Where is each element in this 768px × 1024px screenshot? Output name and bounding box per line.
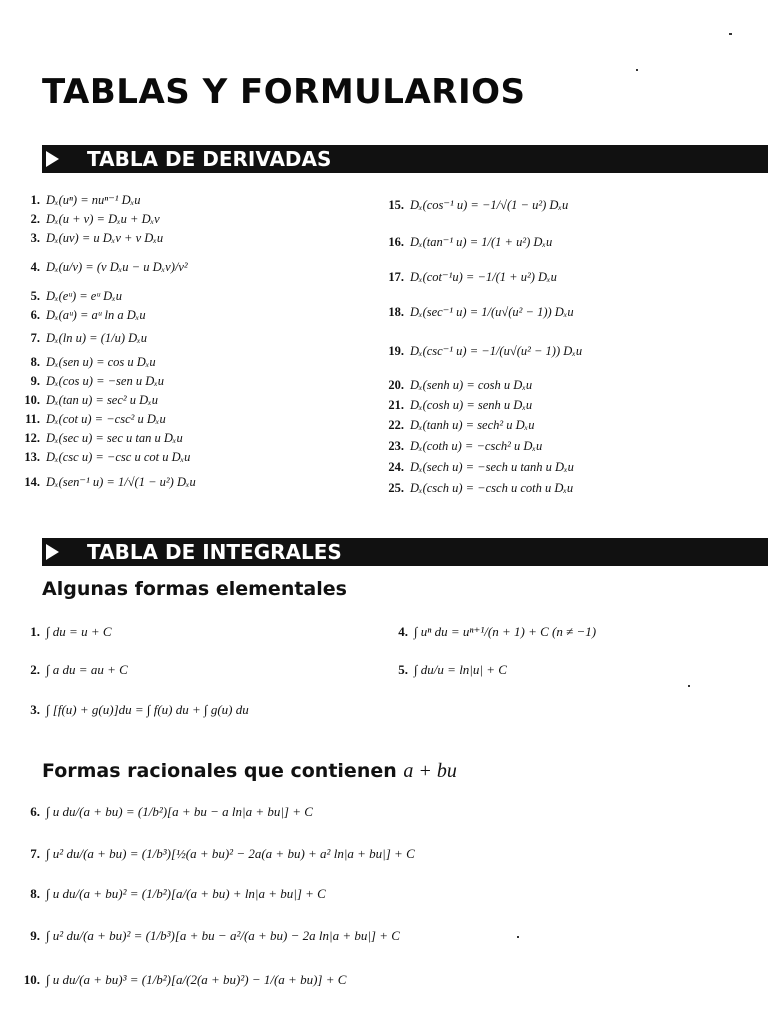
triangle-icon — [46, 544, 59, 560]
formula-derivada: 17. Dₓ(cot⁻¹u) = −1/(1 + u²) Dₓu — [388, 270, 557, 284]
subheading-elementales: Algunas formas elementales — [42, 578, 347, 600]
formula-integral: 9. ∫ u² du/(a + bu)² = (1/b³)[a + bu − a²/(a + bu) − 2a ln|a + bu|] + C — [30, 928, 400, 943]
formula-derivada: 8. Dₓ(sen u) = cos u Dₓu — [30, 355, 156, 369]
section-title-derivadas: TABLA DE DERIVADAS — [87, 147, 332, 171]
formula-derivada: 24. Dₓ(sech u) = −sech u tanh u Dₓu — [388, 460, 574, 474]
formula-integral: 8. ∫ u du/(a + bu)² = (1/b²)[a/(a + bu) + ln|a + bu|] + C — [30, 886, 326, 901]
formula-derivada: 12. Dₓ(sec u) = sec u tan u Dₓu — [24, 431, 183, 445]
formula-derivada: 19. Dₓ(csc⁻¹ u) = −1/(u√(u² − 1)) Dₓu — [388, 344, 583, 358]
scan-speck — [636, 69, 638, 71]
section-title-integrales: TABLA DE INTEGRALES — [87, 540, 342, 564]
subheading-racionales-text: Formas racionales que contienen — [42, 760, 397, 782]
formula-derivada: 14. Dₓ(sen⁻¹ u) = 1/√(1 − u²) Dₓu — [24, 475, 196, 489]
formula-integral: 10. ∫ u du/(a + bu)³ = (1/b²)[a/(2(a + bu)²) − 1/(a + bu)] + C — [23, 972, 347, 987]
formula-integral: 7. ∫ u² du/(a + bu) = (1/b³)[½(a + bu)² − 2a(a + bu) + a² ln|a + bu|] + C — [30, 846, 415, 861]
scan-speck — [729, 33, 732, 35]
section-header-derivadas — [42, 145, 768, 173]
formula-derivada: 6. Dₓ(aᵘ) = aᵘ ln a Dₓu — [30, 308, 146, 322]
formula-derivada: 1. Dₓ(uⁿ) = nuⁿ⁻¹ Dₓu — [30, 193, 141, 207]
formula-integral: 5. ∫ du/u = ln|u| + C — [398, 662, 507, 677]
page-title: TABLAS Y FORMULARIOS — [42, 72, 526, 112]
section-header-integrales — [42, 538, 768, 566]
formula-integral: 1. ∫ du = u + C — [30, 624, 112, 639]
formula-derivada: 21. Dₓ(cosh u) = senh u Dₓu — [388, 398, 533, 412]
formula-derivada: 13. Dₓ(csc u) = −csc u cot u Dₓu — [24, 450, 191, 464]
scan-speck — [688, 685, 690, 687]
formula-derivada: 7. Dₓ(ln u) = (1/u) Dₓu — [30, 331, 147, 345]
formula-derivada: 11. Dₓ(cot u) = −csc² u Dₓu — [25, 412, 166, 426]
scan-speck — [517, 936, 519, 938]
triangle-icon — [46, 151, 59, 167]
formula-derivada: 15. Dₓ(cos⁻¹ u) = −1/√(1 − u²) Dₓu — [388, 198, 569, 212]
formula-derivada: 4. Dₓ(u/v) = (v Dₓu − u Dₓv)/v² — [30, 260, 188, 274]
formula-derivada: 16. Dₓ(tan⁻¹ u) = 1/(1 + u²) Dₓu — [388, 235, 553, 249]
subheading-racionales — [42, 760, 457, 783]
formula-derivada: 3. Dₓ(uv) = u Dₓv + v Dₓu — [30, 231, 164, 245]
formula-derivada: 20. Dₓ(senh u) = cosh u Dₓu — [388, 378, 533, 392]
subheading-racionales-math: a + bu — [403, 760, 457, 782]
formula-derivada: 18. Dₓ(sec⁻¹ u) = 1/(u√(u² − 1)) Dₓu — [388, 305, 574, 319]
formula-derivada: 25. Dₓ(csch u) = −csch u coth u Dₓu — [388, 481, 574, 495]
formula-integral: 4. ∫ uⁿ du = uⁿ⁺¹/(n + 1) + C (n ≠ −1) — [398, 624, 597, 639]
formula-derivada: 10. Dₓ(tan u) = sec² u Dₓu — [24, 393, 158, 407]
formula-derivada: 2. Dₓ(u + v) = Dₓu + Dₓv — [30, 212, 160, 226]
formula-integral: 6. ∫ u du/(a + bu) = (1/b²)[a + bu − a ln|a + bu|] + C — [30, 804, 313, 819]
formula-derivada: 22. Dₓ(tanh u) = sech² u Dₓu — [388, 418, 535, 432]
formula-derivada: 5. Dₓ(eᵘ) = eᵘ Dₓu — [30, 289, 122, 303]
formula-derivada: 9. Dₓ(cos u) = −sen u Dₓu — [30, 374, 165, 388]
formula-integral: 2. ∫ a du = au + C — [30, 662, 128, 677]
formula-derivada: 23. Dₓ(coth u) = −csch² u Dₓu — [388, 439, 543, 453]
formula-integral: 3. ∫ [f(u) + g(u)]du = ∫ f(u) du + ∫ g(u) du — [30, 702, 249, 717]
